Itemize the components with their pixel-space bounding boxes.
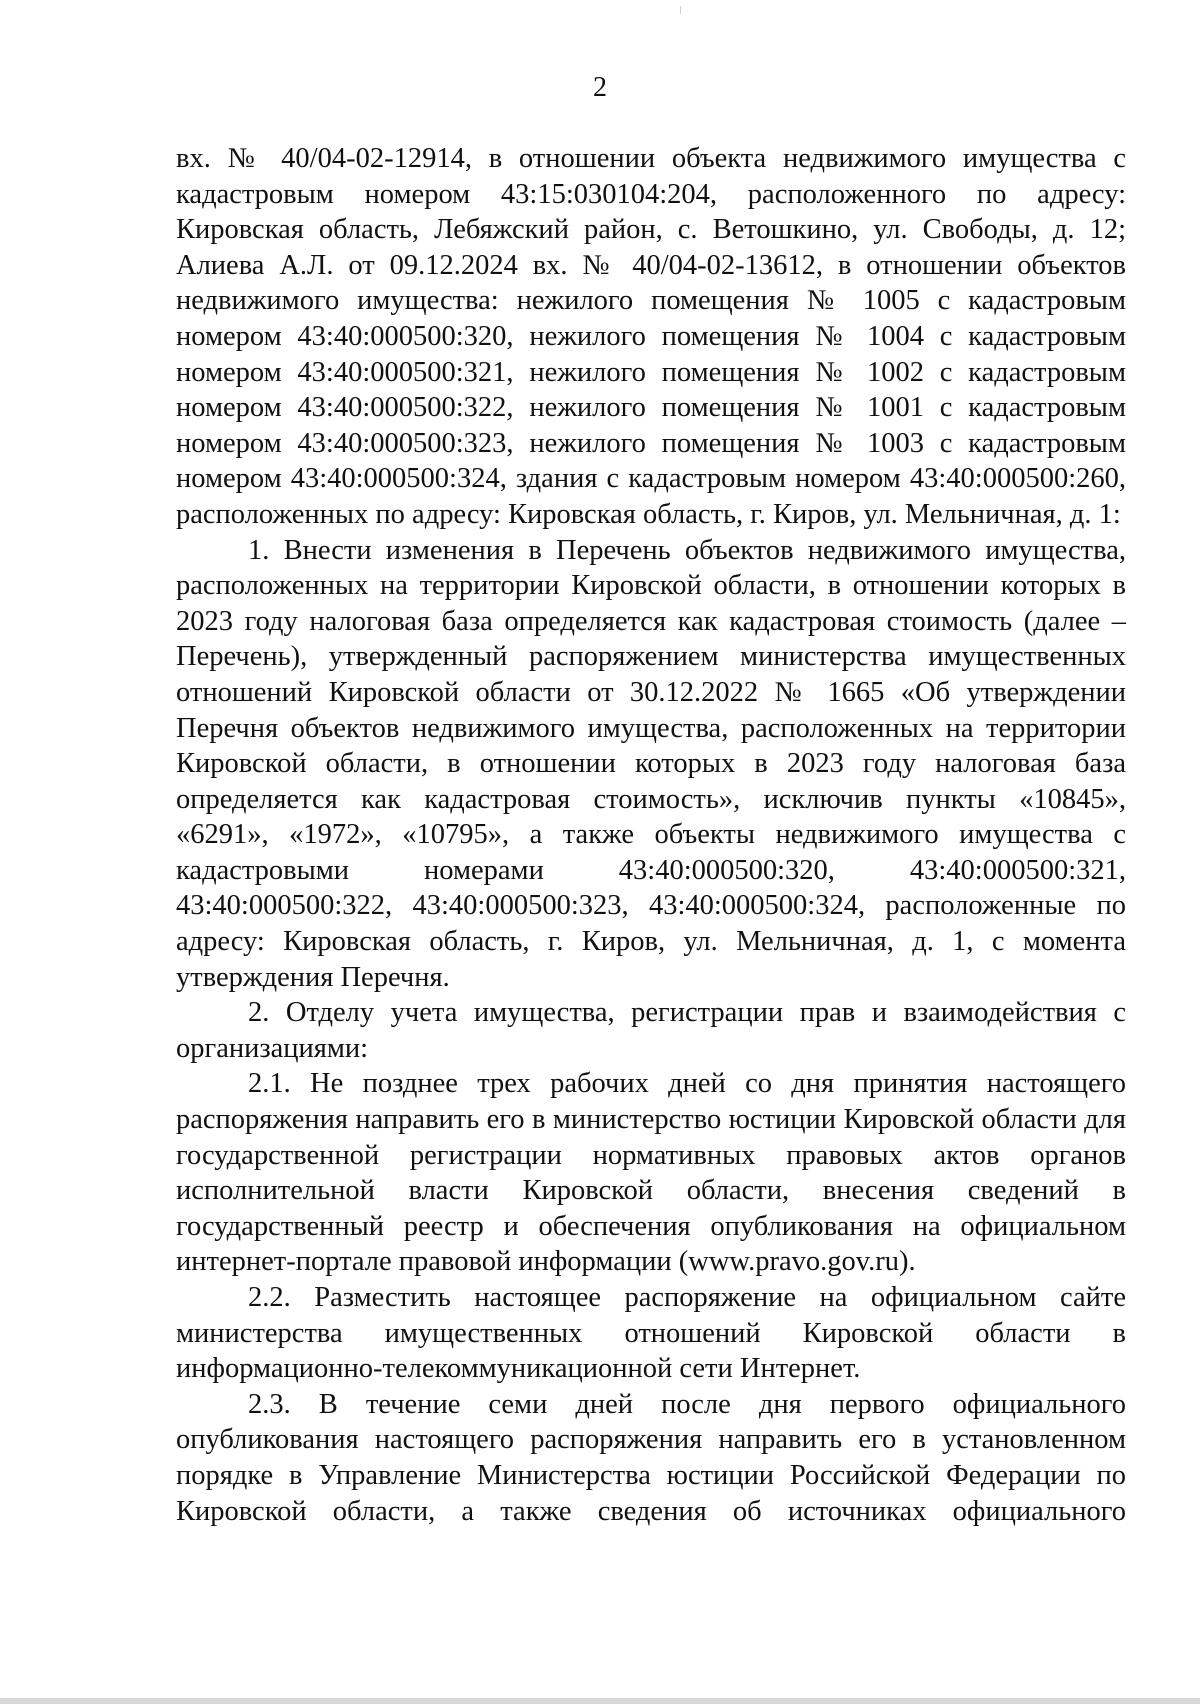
scan-mark xyxy=(680,6,681,14)
paragraph-item-2-2: 2.2. Разместить настоящее распоряжение на официальном сайте министерства имущественных отношений Кировской области в информационно-телекоммуникационной сети Интернет. xyxy=(176,1282,1126,1385)
document-body xyxy=(176,141,1126,1529)
scan-bottom-edge xyxy=(0,1698,1200,1704)
paragraph-item-2: 2. Отделу учета имущества, регистрации прав и взаимодействия с организациями: xyxy=(176,997,1126,1064)
paragraph-item-1: 1. Внести изменения в Перечень объектов недвижимого имущества, расположенных на территории Кировской области, в отношении которых в 2023 году налоговая база определяется как кадастровая стоимость (далее – Перечень), утвержденный распоряжением министерства имущественных отношений Кировской области от 30.12.2022 № 1665 «Об утверждении Перечня объектов недвижимого имущества, расположенных на территории Кировской области, в отношении которых в 2023 году налоговая база определяется как кадастровая стоимость», исключив пункты «10845», «6291», «1972», «10795», а также объекты недвижимого имущества с кадастровыми номерами 43:40:000500:320, 43:40:000500:321, 43:40:000500:322, 43:40:000500:323, 43:40:000500:324, расположенные по адресу: Кировская область, г. Киров, ул. Мельничная, д. 1, с момента утверждения Перечня. xyxy=(176,534,1126,993)
paragraph-item-2-3: 2.3. В течение семи дней после дня первого официального опубликования настоящего распоряжения направить его в установленном порядке в Управление Министерства юстиции Российской Федерации по Кировской области, а также сведения об источниках официального xyxy=(176,1388,1126,1527)
paragraph-applicant-continuation: вх. № 40/04-02-12914, в отношении объекта недвижимого имущества с кадастровым номером 43:15:030104:204, расположенного по адресу: Кировская область, Лебяжский район, с. Ветошкино, ул. Свободы, д. 12; Алиева А.Л. от 09.12.2024 вх. № 40/04-02-13612, в отношении объектов недвижимого имущества: нежилого помещения № 1005 с кадастровым номером 43:40:000500:320, нежилого помещения № 1004 с кадастровым номером 43:40:000500:321, нежилого помещения № 1002 с кадастровым номером 43:40:000500:322, нежилого помещения № 1001 с кадастровым номером 43:40:000500:323, нежилого помещения № 1003 с кадастровым номером 43:40:000500:324, здания с кадастровым номером 43:40:000500:260, расположенных по адресу: Кировская область, г. Киров, ул. Мельничная, д. 1: xyxy=(176,143,1126,530)
page-number: 2 xyxy=(593,72,607,103)
paragraph-item-2-1: 2.1. Не позднее трех рабочих дней со дня принятия настоящего распоряжения направить его в министерство юстиции Кировской области для государственной регистрации нормативных правовых актов органов исполнительной власти Кировской области, внесения сведений в государственный реестр и обеспечения опубликования на официальном интернет-портале правовой информации (www.pravo.gov.ru). xyxy=(176,1068,1126,1278)
